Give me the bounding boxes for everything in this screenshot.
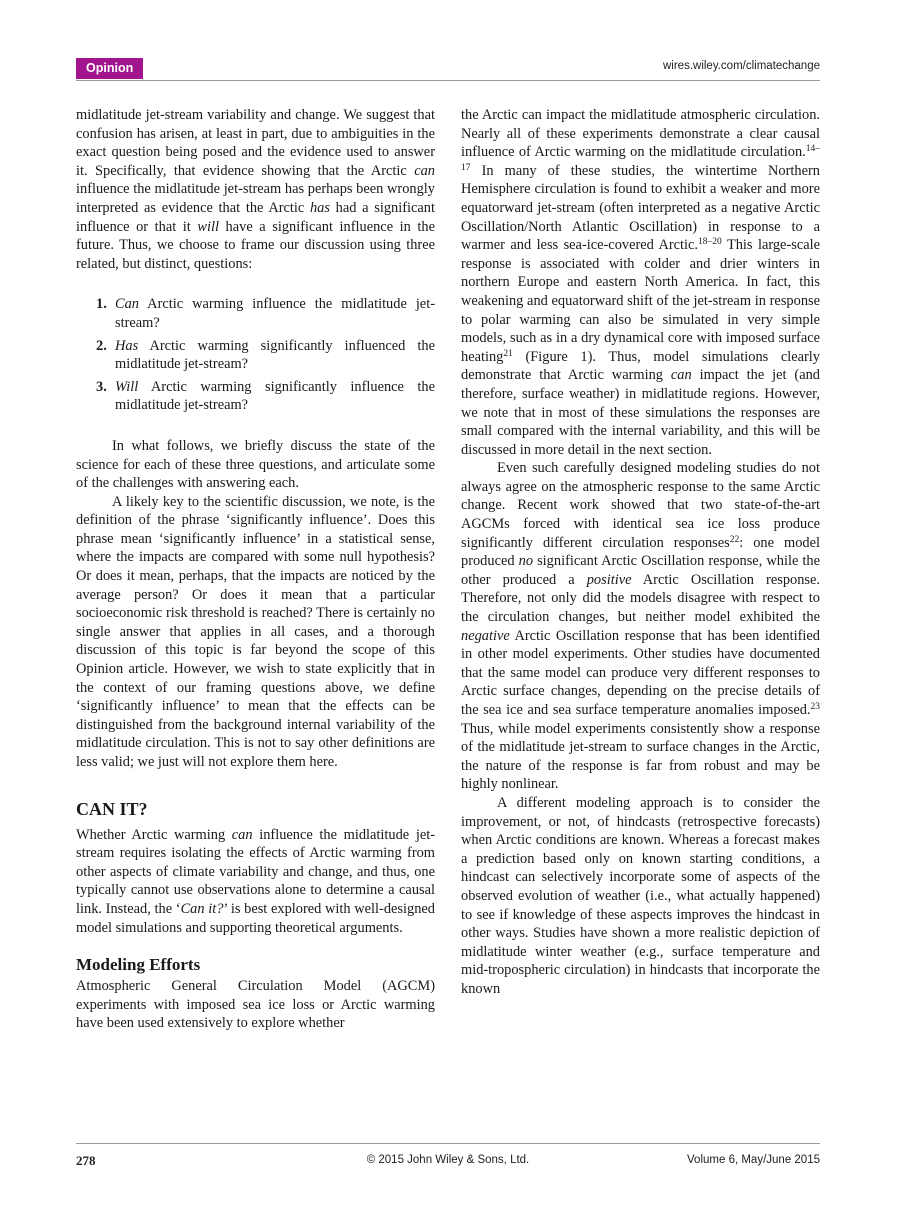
- text-run: Whether Arctic warming: [76, 826, 232, 843]
- text-run: Thus, while model experiments consistently show a response of the midlatitude jet-stream to surface changes in the Arctic, the nature of the response is far from robust and may be highly nonlinear.: [461, 720, 820, 793]
- emphasis-text: will: [197, 218, 219, 235]
- right-column: [461, 106, 820, 999]
- question-list: [76, 295, 435, 415]
- emphasis-text: Can it?: [180, 900, 224, 917]
- text-run: significant Arctic Oscillation response, while the other produced a: [461, 553, 820, 588]
- text-run: impact the jet (and therefore, surface weather) in midlatitude regions. However, we note that in most of these simulations the responses are small compared with the internal variability, and this will be discussed in more detail in the next section.: [461, 367, 820, 458]
- question-number: 1.: [96, 296, 107, 313]
- paragraph: [76, 493, 435, 772]
- text-run: had a significant influence or that it: [76, 199, 435, 235]
- paragraph: [461, 459, 820, 794]
- citation-superscript: 18–20: [698, 237, 722, 248]
- text-run: Atmospheric General Circulation Model (AGCM) experiments with imposed sea ice loss or Arctic warming have been used extensively to explore whether: [76, 978, 435, 1032]
- section-badge: Opinion: [76, 58, 143, 79]
- text-run: Arctic warming significantly influence the midlatitude jet-stream?: [115, 378, 435, 414]
- emphasis-text: no: [518, 553, 534, 570]
- text-run: A likely key to the scientific discussion, we note, is the definition of the phrase ‘significantly influence’. Does this phrase mean ‘significantly influence’ in a statistical sense, where the impacts are compared with some null hypothesis? Or does it mean, perhaps, that the impacts are noticed by the average person? Or does it mean that a particular socioeconomic risk threshold is reached? There is certainly no single answer that applies in all cases, and a thorough discussion of this topic is far beyond the scope of this Opinion article. However, we wish to state explicitly that in the context of our framing questions above, we define ‘significantly influence’ to mean that the effects can be distinguished from the background internal variability of the midlatitude circulation. This is not to say other definitions are less valid; we just will not explore them here.: [76, 493, 435, 770]
- page-footer: [76, 1153, 820, 1173]
- question-text: [115, 379, 435, 414]
- question-text: [115, 296, 435, 331]
- emphasis-text: can: [670, 367, 692, 384]
- text-run: A different modeling approach is to consider the improvement, or not, of hindcasts (retrospective forecasts) when Arctic conditions are known. Whereas a forecast makes a prediction based only on known starting conditions, a hindcast can selectively incorporate some of aspects of the observed evolution of weather (i.e., what actually happened) to see if knowledge of these aspects improves the hindcast in other ways. Studies have shown a more realistic depiction of midlatitude winter weather (e.g., surface temperature and mid-tropospheric circulation) in hindcasts that incorporate the known: [461, 794, 820, 997]
- text-run: Arctic warming significantly influenced the midlatitude jet-stream?: [115, 337, 435, 373]
- emphasis-text: negative: [461, 627, 510, 644]
- paragraph: [76, 977, 435, 1033]
- emphasis-text: Will: [115, 378, 139, 395]
- text-run: : one model produced: [461, 534, 820, 570]
- emphasis-text: can: [414, 162, 435, 179]
- question-item: [76, 337, 435, 374]
- text-run: ’ is best explored with well-designed model simulations and supporting theoretical arguments.: [76, 900, 435, 936]
- text-run: influence the midlatitude jet-stream requires isolating the effects of Arctic warming from other aspects of climate variability and change, and thus, one typically cannot use observations alone to determine a causal link. Instead, the ‘: [76, 826, 435, 917]
- paragraph: [76, 437, 435, 493]
- left-column: [76, 106, 435, 1033]
- citation-superscript: 14–17: [461, 144, 820, 173]
- volume-info: Volume 6, May/June 2015: [687, 1154, 820, 1166]
- emphasis-text: Has: [115, 337, 139, 354]
- citation-superscript: 21: [503, 348, 513, 359]
- text-run: Arctic warming influence the midlatitude jet-stream?: [115, 296, 435, 331]
- question-item: [76, 295, 435, 332]
- section-heading-can-it: CAN IT?: [76, 798, 148, 819]
- text-run: Arctic Oscillation response. Therefore, not only did the models disagree with respect to the circulation changes, but neither model exhibited the: [461, 571, 820, 626]
- text-run: Even such carefully designed modeling studies do not always agree on the atmospheric response to the same Arctic change. Recent work showed that two state-of-the-art AGCMs forced with identical sea ice loss produce significantly different circulation responses: [461, 460, 820, 551]
- citation-superscript: 23: [810, 702, 820, 712]
- question-text: [115, 338, 435, 373]
- text-run: midlatitude jet-stream variability and change. We suggest that confusion has arisen, at least in part, due to ambiguities in the exact question being posed and the evidence used to answer it. Specifically, that evidence showing that the Arctic: [76, 107, 435, 179]
- paragraph: [461, 106, 820, 459]
- question-item: [76, 378, 435, 415]
- text-run: have a significant influence in the future. Thus, we choose to frame our discussion using three related, but distinct, questions:: [76, 218, 435, 272]
- citation-superscript: 22: [729, 534, 740, 545]
- page-number: 278: [76, 1153, 96, 1168]
- text-run: (Figure 1). Thus, model simulations clearly demonstrate that Arctic warming: [461, 348, 820, 384]
- paragraph: [461, 794, 820, 999]
- paragraph: [76, 106, 435, 273]
- header-rule: [76, 80, 820, 81]
- text-run: In what follows, we briefly discuss the state of the science for each of these three questions, and articulate some of the challenges with answering each.: [76, 437, 435, 492]
- text-run: influence the midlatitude jet-stream has perhaps been wrongly interpreted as evidence that the Arctic: [76, 181, 435, 216]
- subsection-heading-modeling-efforts: Modeling Efforts: [76, 955, 201, 975]
- site-url[interactable]: wires.wiley.com/climatechange: [662, 60, 820, 72]
- emphasis-text: positive: [586, 571, 632, 588]
- page-header: [76, 56, 820, 82]
- text-run: Arctic Oscillation response that has been identified in other model experiments. Other studies have documented that the same model can produce very different responses to Arctic surface changes, depending on the precise details of the sea ice and sea surface temperature anomalies imposed.: [461, 627, 820, 718]
- emphasis-text: has: [309, 199, 330, 216]
- emphasis-text: Can: [115, 296, 139, 313]
- paragraph: [76, 826, 435, 938]
- question-number: 3.: [96, 378, 107, 395]
- text-run: In many of these studies, the wintertime Northern Hemisphere circulation is found to exhibit a weaker and more equatorward jet-stream (often interpreted as a negative Arctic Oscillation/North Atlantic Oscillation) in response to a warmer and less sea-ice-covered Arctic.: [461, 162, 820, 254]
- copyright-notice: © 2015 John Wiley & Sons, Ltd.: [366, 1154, 530, 1166]
- text-run: This large-scale response is associated with colder and drier winters in northern Europe and eastern North America. In fact, this weakening and equatorward shift of the jet-stream in response to polar warming can also be simulated in very simple models, such as in a dry dynamical core with imposed surface heating: [461, 237, 820, 365]
- footer-rule: [76, 1143, 820, 1144]
- question-number: 2.: [96, 337, 107, 354]
- text-run: the Arctic can impact the midlatitude atmospheric circulation. Nearly all of these experiments demonstrate a clear causal influence of Arctic warming on the midlatitude circulation.: [461, 107, 820, 161]
- emphasis-text: can: [231, 826, 253, 843]
